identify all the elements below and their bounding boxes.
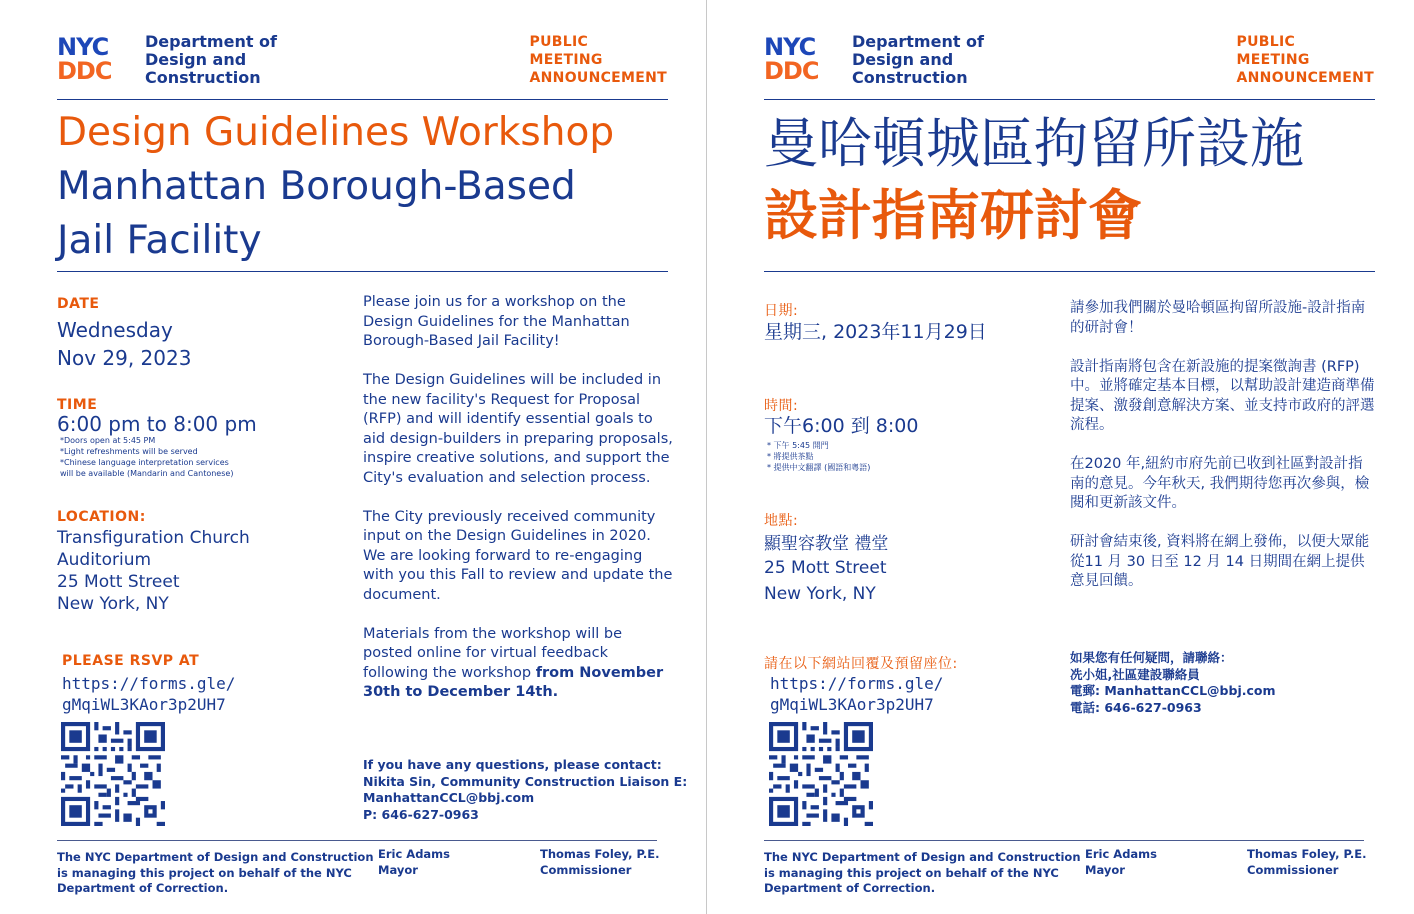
location-line: New York, NY [764, 584, 876, 604]
contact-info [363, 757, 687, 823]
footer-note [57, 850, 374, 897]
commissioner-name: Thomas Foley, P.E. [540, 847, 660, 861]
rsvp-link[interactable]: gMqiWL3KAor3p2UH7 [770, 695, 934, 714]
description-paragraph: The Design Guidelines will be included in the new facility's Request for Proposal (RFP) and will identify essential goals to aid design-builders in preparing proposals, inspire creative solutions, and support the City's evaluation and selection process. [363, 372, 673, 486]
contact-phone: P: 646-627-0963 [363, 806, 479, 822]
contact-line: Nikita Sin, Community Construction Liaison E: [363, 773, 688, 789]
announcement-line: MEETING [529, 52, 603, 68]
dept-line: Construction [145, 68, 261, 87]
rsvp-link[interactable]: https://forms.gle/ [770, 674, 944, 693]
commissioner-credit [1247, 847, 1366, 878]
date-label: 日期: [764, 303, 799, 319]
location-label: LOCATION: [57, 509, 146, 525]
time-label: TIME [57, 397, 98, 413]
announcement-line: PUBLIC [529, 34, 589, 50]
description-paragraph [363, 625, 673, 703]
announcement-line: ANNOUNCEMENT [1236, 70, 1374, 86]
nycddc-logo [57, 35, 135, 85]
rsvp-label: PLEASE RSVP AT [62, 653, 200, 669]
contact-line: 如果您有任何疑問，請聯絡： [1070, 650, 1233, 665]
contact-line: If you have any questions, please contact: [363, 757, 662, 772]
location-line: New York, NY [57, 594, 169, 614]
location-line: Transfiguration Church [57, 528, 250, 548]
chinese-flyer [707, 0, 1414, 914]
materials-text: Materials from the workshop will be posted online for virtual feedback following the workshop [363, 625, 623, 681]
contact-email[interactable]: ManhattanCCL@bbj.com [363, 790, 535, 805]
description-paragraph: 研討會結束後, 資料將在網上發佈，以便大眾能從11 月 30 日至 12 月 14 日期間在網上提供意見回饋。 [1070, 534, 1370, 589]
date-value: 星期三, 2023年11月29日 [764, 321, 987, 343]
footer-rule [764, 840, 1364, 841]
department-name [852, 33, 984, 87]
nycddc-logo [764, 35, 842, 85]
mayor-credit [378, 847, 450, 878]
description-text [363, 293, 673, 722]
rsvp-label: 請在以下網站回覆及預留座位: [764, 656, 958, 672]
logo-ddc-text: DDC [57, 57, 112, 85]
rsvp-qr-code[interactable] [769, 722, 873, 826]
rsvp-qr-code[interactable] [61, 722, 165, 826]
time-note: *Light refreshments will be served [60, 447, 198, 456]
footer-line: is managing this project on behalf of the NYC [57, 865, 352, 880]
time-note: * 下午 5:45 開門 [767, 441, 829, 450]
footer-line: The NYC Department of Design and Construction [57, 850, 374, 864]
time-note: * 提供中文翻譯 (國語和粵語) [767, 463, 871, 472]
title-line-orange: Design Guidelines Workshop [57, 110, 615, 155]
commissioner-credit [540, 847, 659, 878]
contact-email[interactable]: 電郵: ManhattanCCL@bbj.com [1070, 683, 1276, 698]
rsvp-link[interactable]: gMqiWL3KAor3p2UH7 [62, 695, 226, 714]
title-rule [57, 271, 668, 272]
department-name [145, 33, 277, 87]
contact-phone: 電話: 646-627-0963 [1070, 699, 1202, 715]
footer-line: Department of Correction. [764, 881, 936, 895]
mayor-title: Mayor [378, 862, 418, 877]
mayor-title: Mayor [1085, 862, 1125, 877]
commissioner-name: Thomas Foley, P.E. [1247, 847, 1367, 861]
time-label: 時間: [764, 398, 799, 414]
logo-nyc-text: NYC [764, 33, 816, 61]
page-title [764, 108, 1384, 252]
dept-line: Construction [852, 68, 968, 87]
time-note: *Doors open at 5:45 PM [60, 436, 156, 445]
footer-rule [57, 840, 657, 841]
footer-line: The NYC Department of Design and Construction [764, 850, 1081, 864]
description-paragraph: 請參加我們關於曼哈頓區拘留所設施-設計指南的研討會！ [1070, 300, 1366, 336]
announcement-line: PUBLIC [1236, 34, 1296, 50]
description-paragraph: 在2020 年,紐約市府先前已收到社區對設計指南的意見。今年秋天, 我們期待您再次參與，檢閱和更新該文件。 [1070, 456, 1370, 511]
location-label: 地點: [764, 513, 799, 529]
dept-line: Department of [852, 32, 985, 51]
logo-ddc-text: DDC [764, 57, 819, 85]
description-text [1070, 299, 1375, 611]
date-weekday: Wednesday [57, 318, 173, 342]
title-line-orange: 設計指南研討會 [764, 184, 1142, 247]
date-value: Nov 29, 2023 [57, 346, 192, 370]
announcement-line: ANNOUNCEMENT [529, 70, 667, 86]
contact-line: 冼小姐,社區建設聯絡員 [1070, 666, 1200, 682]
time-value: 6:00 pm to 8:00 pm [57, 412, 257, 436]
public-meeting-announcement [530, 33, 667, 87]
page-title [57, 106, 687, 268]
location-line: 25 Mott Street [57, 572, 180, 592]
time-note: will be available (Mandarin and Cantonese) [60, 469, 234, 478]
dept-line: Design and [852, 50, 954, 69]
feedback-dates: from November 30th to December 14th. [363, 664, 664, 700]
logo-nyc-text: NYC [57, 33, 109, 61]
commissioner-title: Commissioner [1247, 862, 1339, 877]
footer-line: Department of Correction. [57, 881, 229, 895]
location-line: Auditorium [57, 550, 152, 570]
dept-line: Department of [145, 32, 278, 51]
description-paragraph: 設計指南將包含在新設施的提案徵詢書 (RFP) 中。並將確定基本目標，以幫助設計建造商準備提案、激發創意解決方案、並支持市政府的評選流程。 [1070, 358, 1375, 433]
commissioner-title: Commissioner [540, 862, 632, 877]
description-paragraph: The City previously received community input on the Design Guidelines in 2020. We are looking forward to re-engaging with you this Fall to review and update the document. [363, 508, 673, 603]
description-paragraph: Please join us for a workshop on the Design Guidelines for the Manhattan Borough-Based Jail Facility! [363, 294, 630, 349]
title-line-blue: 曼哈頓城區拘留所設施 [764, 112, 1304, 175]
footer-line: is managing this project on behalf of the NYC [764, 865, 1059, 880]
location-line: 顯聖容教堂 禮堂 [764, 534, 889, 554]
mayor-name: Eric Adams [378, 847, 451, 861]
title-rule [764, 271, 1375, 272]
contact-info [1070, 650, 1276, 716]
title-line-blue: Jail Facility [57, 218, 262, 263]
footer-note [764, 850, 1081, 897]
public-meeting-announcement [1237, 33, 1374, 87]
date-label: DATE [57, 296, 100, 312]
location-line: 25 Mott Street [764, 558, 887, 578]
mayor-credit [1085, 847, 1157, 878]
title-line-blue: Manhattan Borough-Based [57, 164, 576, 209]
time-note: * 將提供茶點 [767, 452, 814, 461]
header-rule [764, 99, 1375, 100]
time-note: *Chinese language interpretation services [60, 458, 229, 467]
dept-line: Design and [145, 50, 247, 69]
header-rule [57, 99, 668, 100]
time-value: 下午6:00 到 8:00 [764, 415, 919, 437]
rsvp-link[interactable]: https://forms.gle/ [62, 674, 236, 693]
mayor-name: Eric Adams [1085, 847, 1158, 861]
announcement-line: MEETING [1236, 52, 1310, 68]
